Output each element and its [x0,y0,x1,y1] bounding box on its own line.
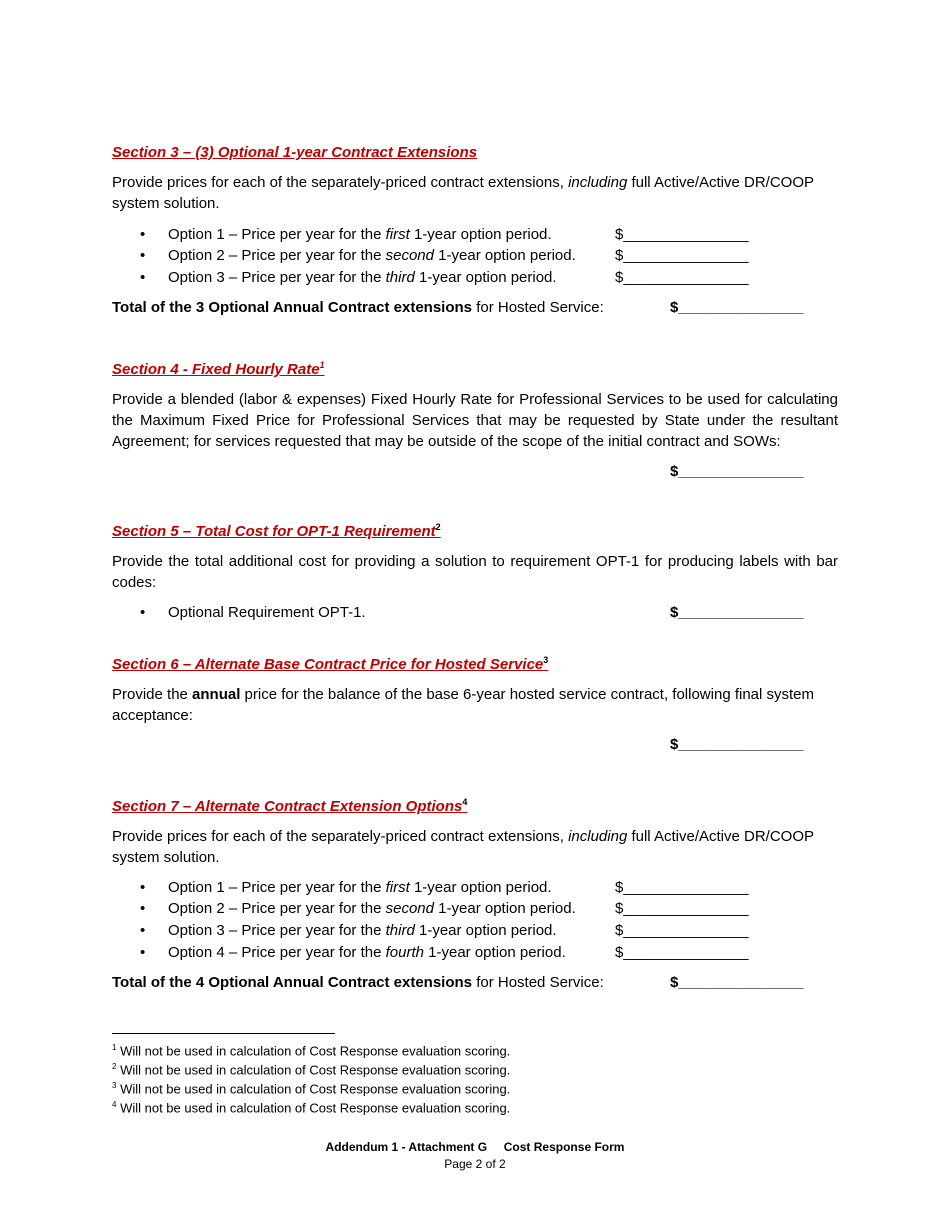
bullet-icon: • [140,604,146,621]
section3-option-3-price-blank[interactable]: $_______________ [615,269,749,286]
section7-option-1-price-blank[interactable]: $_______________ [615,879,749,896]
section3-heading: Section 3 – (3) Optional 1-year Contract Extensions [112,144,478,161]
section7-total-label: Total of the 4 Optional Annual Contract extensions for Hosted Service: [112,974,604,991]
section4-heading: Section 4 - Fixed Hourly Rate$^1$ [112,360,325,378]
bullet-icon: • [140,922,146,939]
section5-item: Optional Requirement OPT-1. [168,604,366,621]
footnote-separator [112,1033,335,1034]
section5-price-blank[interactable]: $_______________ [670,604,804,621]
section3-total-price-blank[interactable]: $_______________ [670,299,804,316]
section7-option-2-price-blank[interactable]: $_______________ [615,900,749,917]
bullet-icon: • [140,269,146,286]
section7-option-3: Option 3 – Price per year for the third 1-year option period. [168,922,557,939]
footnote-1: $^1$ Will not be used in calculation of Cost Response evaluation scoring. [112,1043,511,1059]
bullet-icon: • [140,247,146,264]
section6-heading: Section 6 – Alternate Base Contract Price for Hosted Service$^3$ [112,655,549,673]
footnote-2: $^2$ Will not be used in calculation of Cost Response evaluation scoring. [112,1062,511,1078]
footnote-4: $^4$ Will not be used in calculation of Cost Response evaluation scoring. [112,1100,511,1116]
section3-option-1: Option 1 – Price per year for the first 1-year option period. [168,226,552,243]
section6-price-blank[interactable]: $_______________ [670,736,804,753]
section6-body: Provide the annual price for the balance of the base 6-year hosted service contract, following final system acceptance: [112,686,815,724]
section3-option-1-price-blank[interactable]: $_______________ [615,226,749,243]
section3-option-2-price-blank[interactable]: $_______________ [615,247,749,264]
section5-heading: Section 5 – Total Cost for OPT-1 Requirement$^2$ [112,522,441,540]
bullet-icon: • [140,879,146,896]
section7-heading: Section 7 – Alternate Contract Extension Options$^4$ [112,797,468,815]
section3-option-3: Option 3 – Price per year for the third 1-year option period. [168,269,557,286]
bullet-icon: • [140,944,146,961]
bullet-icon: • [140,226,146,243]
section7-total-price-blank[interactable]: $_______________ [670,974,804,991]
section3-total-label: Total of the 3 Optional Annual Contract extensions for Hosted Service: [112,299,604,316]
section7-option-3-price-blank[interactable]: $_______________ [615,922,749,939]
section7-option-2: Option 2 – Price per year for the second 1-year option period. [168,900,576,917]
footer-page-number: Page 2 of 2 [444,1157,506,1171]
section7-option-4: Option 4 – Price per year for the fourth 1-year option period. [168,944,566,961]
section5-body: Provide the total additional cost for providing a solution to requirement OPT-1 for producing labels with bar codes: [112,553,838,591]
bullet-icon: • [140,900,146,917]
section4-price-blank[interactable]: $_______________ [670,463,804,480]
section3-intro: Provide prices for each of the separately-priced contract extensions, including full Active/Active DR/COOP system solution. [112,174,814,212]
section7-intro: Provide prices for each of the separately-priced contract extensions, including full Active/Active DR/COOP system solution. [112,828,814,866]
footer-title: Addendum 1 - Attachment G Cost Response Form [325,1140,625,1154]
footnote-3: $^3$ Will not be used in calculation of Cost Response evaluation scoring. [112,1081,511,1097]
section3-option-2: Option 2 – Price per year for the second 1-year option period. [168,247,576,264]
section7-option-4-price-blank[interactable]: $_______________ [615,944,749,961]
section7-option-1: Option 1 – Price per year for the first 1-year option period. [168,879,552,896]
section4-body: Provide a blended (labor & expenses) Fixed Hourly Rate for Professional Services to be used for calculating the Maximum Fixed Price for Professional Services that may be requested by State under the resultant Agreement; for services requested that may be outside of the scope of the initial contract and SOWs: [112,391,838,450]
